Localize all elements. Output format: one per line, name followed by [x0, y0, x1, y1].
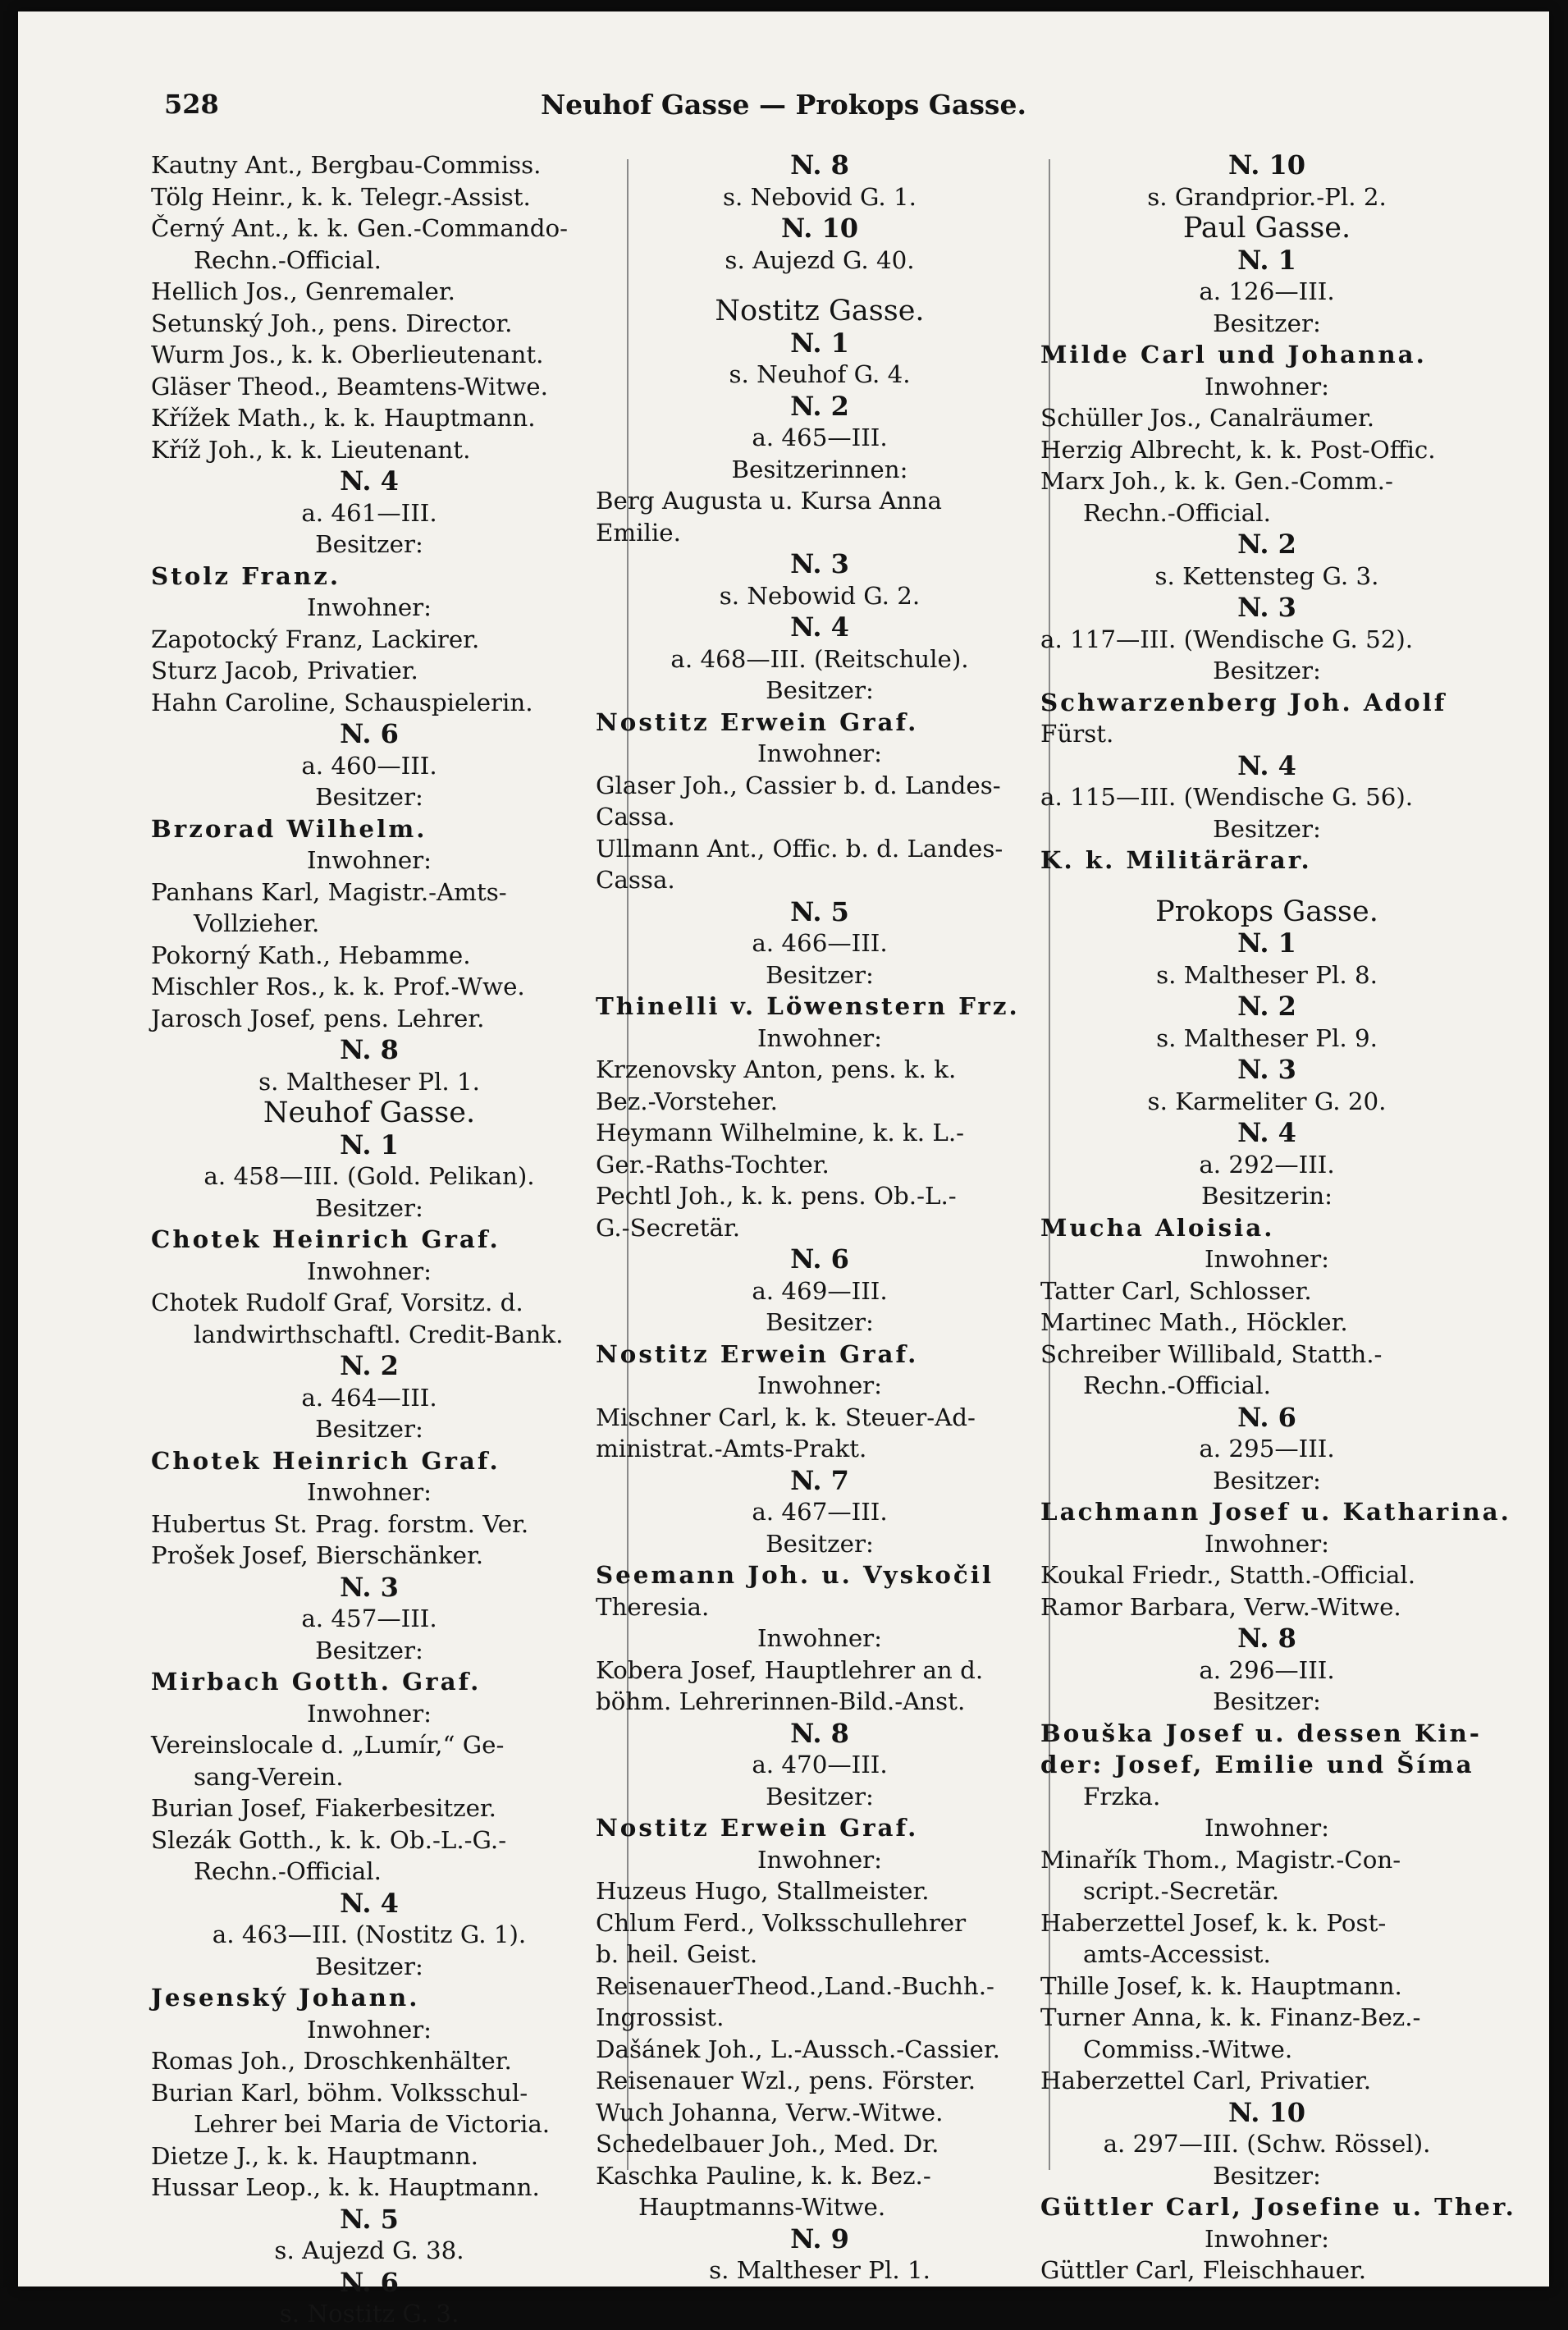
- resident-entry: Marx Joh., k. k. Gen.-Comm.-: [1040, 467, 1393, 495]
- address-label: a. 470—III.: [752, 1751, 888, 1778]
- resident-entry: Kautny Ant., Bergbau-Commiss.: [151, 151, 542, 179]
- address-label: Inwohner:: [1204, 372, 1330, 401]
- resident-entry: Turner Anna, k. k. Finanz-Bez.-: [1040, 2003, 1421, 2031]
- address-label: Besitzer:: [315, 1415, 423, 1443]
- resident-entry: Jarosch Josef, pens. Lehrer.: [151, 1004, 485, 1032]
- address-label: Besitzer:: [766, 1529, 874, 1558]
- house-number: N. 2: [340, 1350, 399, 1381]
- address-label: s. Nostitz G. 3.: [279, 2300, 459, 2328]
- resident-entry: Pechtl Joh., k. k. pens. Ob.-L.-: [596, 1182, 957, 1210]
- house-number: N. 10: [1227, 149, 1305, 181]
- resident-entry: Koukal Friedr., Statth.-Official.: [1040, 1561, 1416, 1589]
- house-number: N. 6: [340, 718, 399, 749]
- resident-entry: Schüller Jos., Canalräumer.: [1040, 404, 1375, 432]
- resident-entry: Haberzettel Carl, Privatier.: [1040, 2067, 1372, 2094]
- resident-entry: Ger.-Raths-Tochter.: [596, 1150, 830, 1179]
- resident-entry: Bez.-Vorsteher.: [596, 1087, 778, 1115]
- address-label: s. Aujezd G. 40.: [725, 245, 915, 274]
- resident-entry: Wuch Johanna, Verw.-Witwe.: [596, 2098, 944, 2126]
- resident-entry: Theresia.: [596, 1592, 710, 1621]
- resident-entry: Fürst.: [1040, 720, 1114, 748]
- house-number: N. 4: [790, 611, 849, 643]
- resident-entry: Minařík Thom., Magistr.-Con-: [1040, 1845, 1401, 1874]
- house-number: N. 9: [790, 2222, 849, 2254]
- entry-continuation: Lehrer bei Maria de Victoria.: [194, 2110, 551, 2138]
- entry-continuation: Rechn.-Official.: [194, 1857, 382, 1885]
- house-number: N. 6: [1237, 1401, 1296, 1433]
- resident-entry: ReisenauerTheod.,Land.-Buchh.-: [596, 1971, 994, 2000]
- address-label: s. Kettensteg G. 3.: [1154, 561, 1379, 590]
- resident-entry: Chlum Ferd., Volksschullehrer: [596, 1908, 967, 1937]
- page-number: 528: [164, 89, 219, 120]
- address-label: Besitzer:: [1213, 2161, 1321, 2190]
- house-number: N. 1: [1237, 927, 1296, 959]
- address-label: Besitzer:: [1213, 814, 1321, 843]
- owner-entry: Bouška Josef u. dessen Kin-: [1040, 1718, 1482, 1747]
- owner-entry: Lachmann Josef u. Katharina.: [1040, 1497, 1511, 1526]
- resident-entry: Emilie.: [596, 518, 681, 547]
- owner-entry: Mirbach Gotth. Graf.: [151, 1667, 482, 1696]
- resident-entry: Křížek Math., k. k. Hauptmann.: [151, 404, 536, 432]
- address-label: a. 126—III.: [1199, 277, 1335, 305]
- address-label: Inwohner:: [306, 593, 432, 621]
- resident-entry: Mischner Carl, k. k. Steuer-Ad-: [596, 1403, 976, 1431]
- resident-entry: Ullmann Ant., Offic. b. d. Landes-: [596, 834, 1003, 863]
- owner-entry: Schwarzenberg Joh. Adolf: [1040, 687, 1447, 716]
- directory-page: [18, 11, 1549, 2328]
- address-label: Besitzer:: [1213, 657, 1321, 684]
- address-label: Inwohner:: [757, 1023, 883, 1052]
- resident-entry: Wurm Jos., k. k. Oberlieutenant.: [151, 341, 544, 368]
- address-label: s. Nebowid G. 2.: [719, 581, 921, 610]
- house-number: N. 3: [1237, 1054, 1296, 1085]
- owner-entry: Milde Carl und Johanna.: [1040, 340, 1427, 368]
- owner-entry: Seemann Joh. u. Vyskočil: [596, 1560, 994, 1589]
- resident-entry: Tatter Carl, Schlosser.: [1040, 1276, 1312, 1305]
- address-label: Besitzer:: [315, 1193, 423, 1222]
- address-label: Inwohner:: [306, 2015, 432, 2044]
- resident-entry: Hellich Jos., Genremaler.: [151, 277, 455, 305]
- address-label: Besitzerin:: [1201, 1182, 1333, 1210]
- spacer: [596, 276, 1044, 295]
- resident-entry: a. 115—III. (Wendische G. 56).: [1040, 783, 1414, 811]
- resident-entry: ministrat.-Amts-Prakt.: [596, 1435, 867, 1463]
- entry-continuation: Commiss.-Witwe.: [1083, 2035, 1293, 2063]
- resident-entry: Huzeus Hugo, Stallmeister.: [596, 1877, 930, 1905]
- house-number: N. 4: [1237, 749, 1296, 781]
- address-label: s. Karmeliter G. 20.: [1147, 1087, 1387, 1115]
- house-number: N. 5: [790, 895, 849, 927]
- resident-entry: Hussar Leop., k. k. Hauptmann.: [151, 2173, 540, 2201]
- owner-entry: Jesenský Johann.: [151, 1983, 420, 2012]
- address-label: a. 466—III.: [752, 929, 888, 957]
- address-label: Inwohner:: [306, 846, 432, 874]
- address-label: s. Grandprior.-Pl. 2.: [1147, 182, 1387, 211]
- resident-entry: Ramor Barbara, Verw.-Witwe.: [1040, 1592, 1401, 1621]
- address-label: Besitzer:: [766, 1308, 874, 1336]
- owner-entry: Güttler Carl, Josefine u. Ther.: [1040, 2192, 1516, 2221]
- address-label: s. Maltheser Pl. 1.: [258, 1067, 480, 1096]
- house-number: N. 10: [1227, 2096, 1305, 2128]
- resident-entry: Hubertus St. Prag. forstm. Ver.: [151, 1509, 529, 1538]
- address-label: a. 463—III. (Nostitz G. 1).: [212, 1920, 527, 1948]
- entry-continuation: script.-Secretär.: [1083, 1877, 1280, 1905]
- house-number: N. 8: [1237, 1623, 1296, 1654]
- address-label: a. 468—III. (Reitschule).: [670, 644, 969, 673]
- resident-entry: Vereinslocale d. „Lumír,“ Ge-: [151, 1731, 505, 1759]
- resident-entry: böhm. Lehrerinnen-Bild.-Anst.: [596, 1687, 966, 1715]
- resident-entry: Ingrossist.: [596, 2003, 725, 2031]
- address-label: a. 296—III.: [1199, 1655, 1335, 1684]
- house-number: N. 8: [790, 1717, 849, 1749]
- resident-entry: Burian Karl, böhm. Volksschul-: [151, 2078, 528, 2107]
- resident-entry: Setunský Joh., pens. Director.: [151, 309, 513, 337]
- address-label: Besitzer:: [1213, 1687, 1321, 1715]
- resident-entry: a. 117—III. (Wendische G. 52).: [1040, 625, 1414, 653]
- address-label: a. 297—III. (Schw. Rössel).: [1103, 2130, 1431, 2158]
- house-number: N. 3: [790, 548, 849, 579]
- resident-entry: Pokorný Kath., Hebamme.: [151, 941, 471, 969]
- street-heading: Prokops Gasse.: [1155, 895, 1378, 928]
- owner-entry: Chotek Heinrich Graf.: [151, 1225, 501, 1253]
- resident-entry: Romas Joh., Droschkenhälter.: [151, 2047, 512, 2075]
- entry-continuation: Rechn.-Official.: [1083, 498, 1271, 527]
- street-heading: Nostitz Gasse.: [715, 295, 925, 327]
- entry-continuation: landwirthschaftl. Credit-Bank.: [194, 1320, 564, 1348]
- address-label: Inwohner:: [757, 1845, 883, 1874]
- address-label: a. 295—III.: [1199, 1435, 1335, 1463]
- resident-entry: Krzenovsky Anton, pens. k. k.: [596, 1055, 957, 1083]
- spacer: [1040, 877, 1493, 896]
- resident-entry: b. heil. Geist.: [596, 1940, 758, 1968]
- owner-entry: der: Josef, Emilie und Šíma: [1040, 1750, 1474, 1778]
- owner-entry: Mucha Aloisia.: [1040, 1212, 1275, 1242]
- resident-entry: Haberzettel Josef, k. k. Post-: [1040, 1908, 1387, 1937]
- resident-entry: Slezák Gotth., k. k. Ob.-L.-G.-: [151, 1825, 507, 1854]
- house-number: N. 2: [790, 390, 849, 422]
- address-label: a. 460—III.: [301, 751, 437, 780]
- resident-entry: Chotek Rudolf Graf, Vorsitz. d.: [151, 1289, 523, 1316]
- resident-entry: Schedelbauer Joh., Med. Dr.: [596, 2130, 939, 2158]
- address-label: s. Nebovid G. 1.: [723, 182, 917, 211]
- resident-entry: Kaschka Pauline, k. k. Bez.-: [596, 2161, 931, 2190]
- resident-entry: Sturz Jacob, Privatier.: [151, 657, 418, 684]
- entry-continuation: Rechn.-Official.: [1083, 1371, 1271, 1399]
- address-label: a. 464—III.: [301, 1383, 437, 1412]
- house-number: N. 1: [340, 1128, 399, 1160]
- owner-entry: K. k. Militärärar.: [1040, 845, 1312, 874]
- address-label: Besitzer:: [766, 960, 874, 989]
- column-middle: [596, 149, 1044, 2284]
- entry-continuation: Vollzieher.: [194, 909, 320, 937]
- resident-entry: Tölg Heinr., k. k. Telegr.-Assist.: [151, 182, 531, 211]
- house-number: N. 6: [790, 1243, 849, 1275]
- house-number: N. 8: [790, 149, 849, 181]
- house-number: N. 2: [1237, 991, 1296, 1022]
- entry-continuation: Frzka.: [1083, 1782, 1161, 1810]
- resident-entry: Dietze J., k. k. Hauptmann.: [151, 2141, 478, 2170]
- entry-continuation: Hauptmanns-Witwe.: [638, 2193, 886, 2221]
- address-label: Besitzer:: [1213, 309, 1321, 337]
- house-number: N. 1: [790, 327, 849, 359]
- resident-entry: Zapotocký Franz, Lackirer.: [151, 625, 480, 653]
- column-left: [151, 149, 587, 2328]
- address-label: a. 458—III. (Gold. Pelikan).: [203, 1162, 535, 1190]
- owner-entry: Chotek Heinrich Graf.: [151, 1445, 501, 1475]
- resident-entry: Kobera Josef, Hauptlehrer an d.: [596, 1655, 984, 1684]
- page-header: [18, 11, 1549, 135]
- address-label: s. Maltheser Pl. 1.: [709, 2256, 930, 2284]
- address-label: Besitzerinnen:: [731, 455, 908, 483]
- address-label: Inwohner:: [1204, 1529, 1330, 1558]
- house-number: N. 4: [340, 1887, 399, 1919]
- address-label: a. 292—III.: [1199, 1150, 1335, 1179]
- address-label: Inwohner:: [1204, 1814, 1330, 1842]
- resident-entry: Schreiber Willibald, Statth.-: [1040, 1339, 1383, 1368]
- house-number: N. 7: [790, 1464, 849, 1496]
- owner-entry: Thinelli v. Löwenstern Frz.: [596, 991, 1020, 1020]
- house-number: N. 3: [1237, 592, 1296, 623]
- address-label: Inwohner:: [757, 739, 883, 767]
- resident-entry: Dašánek Joh., L.-Aussch.-Cassier.: [596, 2035, 1000, 2063]
- street-heading: Paul Gasse.: [1182, 212, 1351, 245]
- page-title: Neuhof Gasse — Prokops Gasse.: [541, 89, 1026, 121]
- resident-entry: Hahn Caroline, Schauspielerin.: [151, 688, 533, 716]
- resident-entry: Gläser Theod., Beamtens-Witwe.: [151, 372, 548, 401]
- house-number: N. 10: [780, 213, 858, 244]
- house-number: N. 2: [1237, 529, 1296, 560]
- resident-entry: Güttler Carl, Fleischhauer.: [1040, 2256, 1367, 2284]
- address-label: Inwohner:: [306, 1699, 432, 1728]
- address-label: Besitzer:: [315, 783, 423, 811]
- address-label: Inwohner:: [1204, 1245, 1330, 1273]
- address-label: Besitzer:: [1213, 1466, 1321, 1495]
- address-label: Inwohner:: [306, 1478, 432, 1506]
- resident-entry: Thille Josef, k. k. Hauptmann.: [1040, 1971, 1402, 2000]
- resident-entry: Heymann Wilhelmine, k. k. L.-: [596, 1119, 965, 1147]
- resident-entry: Kříž Joh., k. k. Lieutenant.: [151, 435, 471, 464]
- street-heading: Neuhof Gasse.: [263, 1096, 476, 1129]
- resident-entry: Panhans Karl, Magistr.-Amts-: [151, 877, 507, 906]
- address-label: Besitzer:: [766, 1782, 874, 1810]
- address-label: s. Maltheser Pl. 8.: [1156, 960, 1378, 989]
- address-label: a. 467—III.: [752, 1498, 888, 1526]
- address-label: Inwohner:: [757, 1371, 883, 1399]
- owner-entry: Nostitz Erwein Graf.: [596, 707, 919, 736]
- resident-entry: G.-Secretär.: [596, 1213, 741, 1242]
- entry-continuation: sang-Verein.: [194, 1762, 344, 1791]
- column-right: [1040, 149, 1516, 2284]
- resident-entry: Burian Josef, Fiakerbesitzer.: [151, 1794, 496, 1822]
- address-label: a. 457—III.: [301, 1604, 437, 1632]
- address-label: Inwohner:: [757, 1624, 883, 1652]
- address-label: Besitzer:: [315, 1636, 423, 1664]
- house-number: N. 3: [340, 1571, 399, 1603]
- address-label: a. 461—III.: [301, 498, 437, 527]
- address-label: Inwohner:: [1204, 2224, 1330, 2253]
- address-label: Besitzer:: [315, 1952, 423, 1980]
- resident-entry: Glaser Joh., Cassier b. d. Landes-: [596, 771, 1001, 799]
- owner-entry: Nostitz Erwein Graf.: [596, 1813, 919, 1842]
- entry-continuation: amts-Accessist.: [1083, 1940, 1271, 1968]
- resident-entry: Cassa.: [596, 866, 675, 894]
- resident-entry: Prošek Josef, Bierschänker.: [151, 1541, 484, 1569]
- resident-entry: Martinec Math., Höckler.: [1040, 1308, 1348, 1336]
- house-number: N. 8: [340, 1034, 399, 1065]
- resident-entry: Cassa.: [596, 803, 675, 831]
- entry-continuation: Rechn.-Official.: [194, 245, 382, 274]
- address-label: Besitzer:: [766, 676, 874, 704]
- house-number: N. 4: [340, 465, 399, 497]
- resident-entry: Herzig Albrecht, k. k. Post-Offic.: [1040, 435, 1436, 464]
- owner-entry: Stolz Franz.: [151, 561, 341, 590]
- owner-entry: Brzorad Wilhelm.: [151, 813, 427, 843]
- resident-entry: Mischler Ros., k. k. Prof.-Wwe.: [151, 973, 525, 1000]
- address-label: a. 469—III.: [752, 1276, 888, 1305]
- house-number: N. 1: [1237, 244, 1296, 276]
- resident-entry: Černý Ant., k. k. Gen.-Commando-: [151, 214, 569, 242]
- address-label: Inwohner:: [306, 1257, 432, 1285]
- address-label: s. Maltheser Pl. 9.: [1156, 1023, 1378, 1052]
- owner-entry: Nostitz Erwein Graf.: [596, 1339, 919, 1368]
- resident-entry: Berg Augusta u. Kursa Anna: [596, 487, 942, 515]
- house-number: N. 5: [340, 2203, 399, 2235]
- house-number: N. 4: [1237, 1117, 1296, 1148]
- address-label: s. Neuhof G. 4.: [729, 360, 911, 388]
- address-label: a. 465—III.: [752, 423, 888, 451]
- address-label: Besitzer:: [315, 530, 423, 558]
- resident-entry: Reisenauer Wzl., pens. Förster.: [596, 2067, 976, 2094]
- house-number: N. 6: [340, 2266, 399, 2298]
- address-label: s. Aujezd G. 38.: [274, 2236, 464, 2264]
